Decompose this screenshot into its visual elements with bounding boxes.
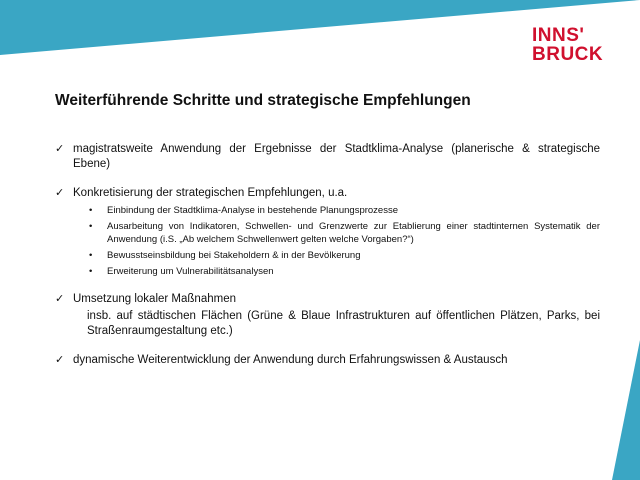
item-text: Konkretisierung der strategischen Empfehlungen, u.a. (73, 187, 348, 199)
sub-item-text: Ausarbeitung von Indikatoren, Schwellen- und Grenzwerte zur Etablierung einer stadtinternen Systematik der Anwendung (i.S. „Ab welchem Schwellenwert gelten welche Vorgaben?“) (107, 221, 600, 245)
logo-line-1: INNS' (532, 25, 585, 46)
sub-list-item (89, 220, 600, 246)
list-item (55, 142, 600, 172)
list-item (55, 353, 600, 368)
bullet-icon: • (89, 250, 93, 261)
sub-list (73, 204, 600, 278)
content-list (55, 142, 600, 382)
list-item (55, 186, 600, 278)
slide-title: Weiterführende Schritte und strategische Empfehlungen (55, 92, 471, 109)
check-icon: ✓ (55, 354, 65, 366)
item-text: Umsetzung lokaler Maßnahmen (73, 293, 236, 305)
logo-line-2: BRUCK (532, 44, 604, 65)
sub-list-item (89, 204, 600, 217)
item-detail: insb. auf städtischen Flächen (Grüne & Blaue Infrastrukturen auf öffentlichen Plätzen, Parks, bei Straßenraumgestaltung etc.) (87, 310, 600, 337)
sub-list-item (89, 265, 600, 278)
sub-item-text: Bewusstseinsbildung bei Stakeholdern & in der Bevölkerung (107, 250, 361, 261)
bullet-icon: • (89, 221, 93, 232)
item-text: magistratsweite Anwendung der Ergebnisse der Stadtklima-Analyse (planerische & strategische Ebene) (73, 143, 600, 170)
sub-list-item (89, 249, 600, 262)
item-text: dynamische Weiterentwicklung der Anwendung durch Erfahrungswissen & Austausch (73, 354, 508, 366)
bullet-icon: • (89, 205, 93, 216)
sub-item-text: Erweiterung um Vulnerabilitätsanalysen (107, 266, 274, 277)
check-icon: ✓ (55, 293, 65, 305)
check-icon: ✓ (55, 187, 65, 199)
list-item (55, 292, 600, 339)
innsbruck-logo (532, 26, 614, 64)
sub-item-text: Einbindung der Stadtklima-Analyse in bestehende Planungsprozesse (107, 205, 398, 216)
bullet-icon: • (89, 266, 93, 277)
check-icon: ✓ (55, 143, 65, 155)
